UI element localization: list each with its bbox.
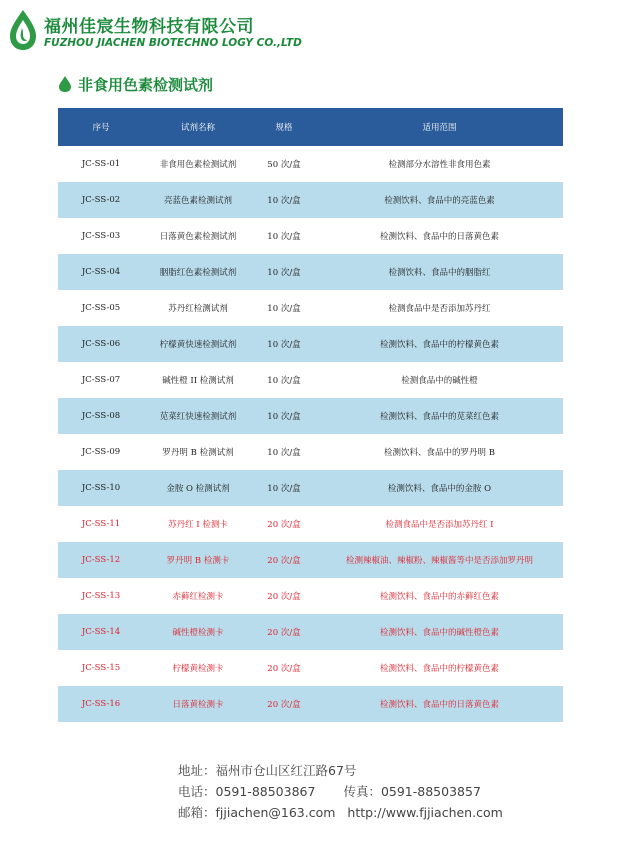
row-name: 罗丹明 B 检测卡 [144,542,252,578]
table-row [58,470,563,506]
row-spec: 20 次/盒 [252,542,316,578]
row-name: 日落黄检测卡 [144,686,252,722]
row-spec: 10 次/盒 [252,362,316,398]
header-spec: 规格 [252,108,316,146]
email-text: 邮箱：fjjiachen@163.com [178,805,336,820]
section-title: 非食用色素检测试剂 [78,76,214,94]
row-scope: 检测食品中是否添加苏丹红 I [316,506,563,542]
row-code: JC-SS-11 [58,506,144,542]
row-name: 碱性橙检测卡 [144,614,252,650]
row-scope: 检测饮料、食品中的苋菜红色素 [316,398,563,434]
row-name: 胭脂红色素检测试剂 [144,254,252,290]
row-spec: 10 次/盒 [252,470,316,506]
row-code: JC-SS-01 [58,146,144,182]
row-spec: 10 次/盒 [252,326,316,362]
row-name: 柠檬黄快速检测试剂 [144,326,252,362]
row-spec: 20 次/盒 [252,506,316,542]
row-scope: 检测辣椒油、辣椒粉、辣椒酱等中是否添加罗丹明 [316,542,563,578]
email-web-line [178,802,503,823]
table-row [58,578,563,614]
table-row [58,326,563,362]
fax-text: 传真：0591-88503857 [343,784,481,799]
row-spec: 10 次/盒 [252,398,316,434]
table-row [58,254,563,290]
row-name: 苏丹红检测试剂 [144,290,252,326]
row-scope: 检测食品中是否添加苏丹红 [316,290,563,326]
table-row [58,182,563,218]
row-scope: 检测饮料、食品中的碱性橙色素 [316,614,563,650]
website-link[interactable]: http://www.fjjiachen.com [347,805,503,820]
row-code: JC-SS-05 [58,290,144,326]
product-table [58,108,563,722]
row-spec: 20 次/盒 [252,614,316,650]
row-code: JC-SS-07 [58,362,144,398]
row-code: JC-SS-09 [58,434,144,470]
row-scope: 检测饮料、食品中的赤藓红色素 [316,578,563,614]
row-name: 碱性橙 II 检测试剂 [144,362,252,398]
table-header-row [58,108,563,146]
table-row [58,614,563,650]
row-scope: 检测饮料、食品中的亮蓝色素 [316,182,563,218]
row-code: JC-SS-06 [58,326,144,362]
row-code: JC-SS-13 [58,578,144,614]
row-code: JC-SS-08 [58,398,144,434]
table-row [58,686,563,722]
table-row [58,146,563,182]
row-code: JC-SS-14 [58,614,144,650]
table-row [58,434,563,470]
address-line: 地址：福州市仓山区红江路67号 [178,763,357,778]
row-spec: 10 次/盒 [252,218,316,254]
header-name: 试剂名称 [144,108,252,146]
row-spec: 10 次/盒 [252,182,316,218]
row-scope: 检测饮料、食品中的柠檬黄色素 [316,326,563,362]
table-row [58,398,563,434]
company-logo-icon [6,8,40,52]
row-code: JC-SS-15 [58,650,144,686]
row-scope: 检测饮料、食品中的日落黄色素 [316,686,563,722]
row-scope: 检测饮料、食品中的日落黄色素 [316,218,563,254]
table-row [58,362,563,398]
header-code: 序号 [58,108,144,146]
row-code: JC-SS-04 [58,254,144,290]
row-name: 金胺 O 检测试剂 [144,470,252,506]
row-name: 柠檬黄检测卡 [144,650,252,686]
leaf-drop-icon [58,75,72,93]
row-name: 亮蓝色素检测试剂 [144,182,252,218]
header-scope: 适用范围 [316,108,563,146]
table-row [58,290,563,326]
row-scope: 检测饮料、食品中的罗丹明 B [316,434,563,470]
phone-fax-line [178,781,503,802]
row-code: JC-SS-16 [58,686,144,722]
row-scope: 检测饮料、食品中的金胺 O [316,470,563,506]
row-code: JC-SS-03 [58,218,144,254]
table-row [58,542,563,578]
phone-text: 电话：0591-88503867 [178,784,316,799]
row-name: 苏丹红 I 检测卡 [144,506,252,542]
row-scope: 检测食品中的碱性橙 [316,362,563,398]
row-scope: 检测饮料、食品中的柠檬黄色素 [316,650,563,686]
company-name-en: FUZHOU JIACHEN BIOTECHNO LOGY CO.,LTD [44,37,302,49]
table-row [58,218,563,254]
company-name-cn: 福州佳宸生物科技有限公司 [44,17,254,37]
row-code: JC-SS-12 [58,542,144,578]
row-spec: 20 次/盒 [252,650,316,686]
row-name: 日落黄色素检测试剂 [144,218,252,254]
row-spec: 10 次/盒 [252,254,316,290]
row-code: JC-SS-10 [58,470,144,506]
row-spec: 20 次/盒 [252,686,316,722]
row-scope: 检测饮料、食品中的胭脂红 [316,254,563,290]
row-spec: 50 次/盒 [252,146,316,182]
row-spec: 10 次/盒 [252,290,316,326]
table-row [58,650,563,686]
row-name: 赤藓红检测卡 [144,578,252,614]
row-code: JC-SS-02 [58,182,144,218]
row-name: 罗丹明 B 检测试剂 [144,434,252,470]
row-name: 非食用色素检测试剂 [144,146,252,182]
table-row [58,506,563,542]
row-spec: 20 次/盒 [252,578,316,614]
row-scope: 检测部分水溶性非食用色素 [316,146,563,182]
row-spec: 10 次/盒 [252,434,316,470]
row-name: 苋菜红快速检测试剂 [144,398,252,434]
contact-info [178,760,503,823]
